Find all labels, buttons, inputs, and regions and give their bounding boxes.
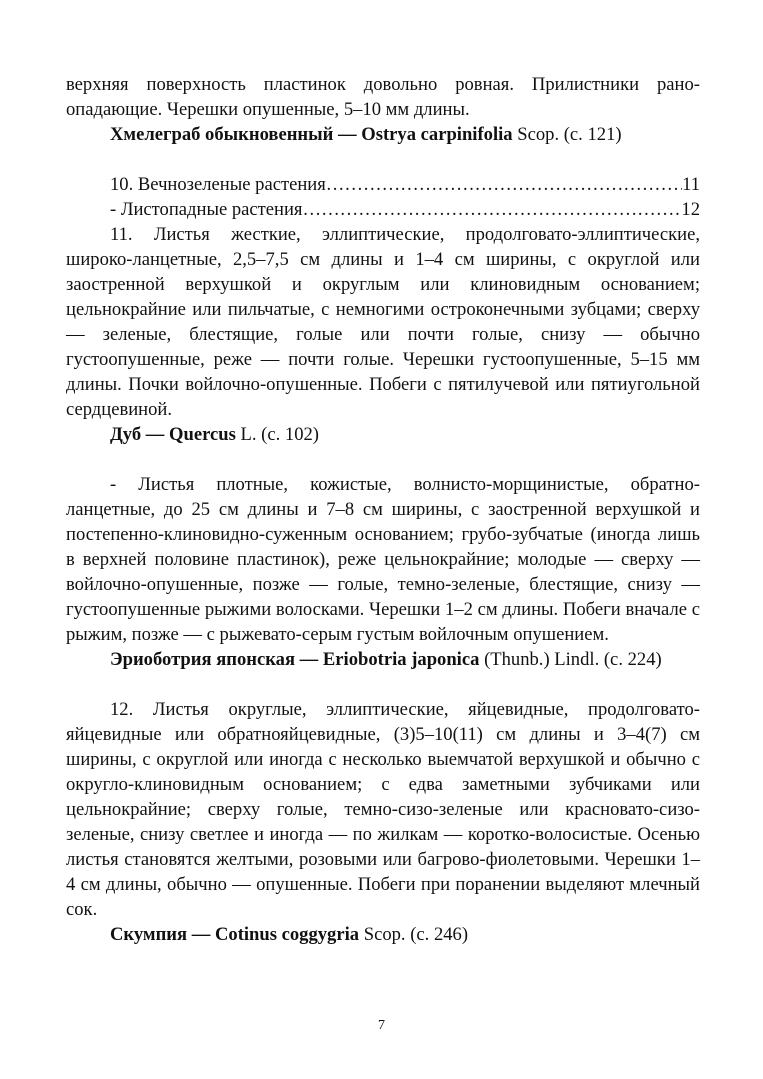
- entry-quercus-author: L. (с. 102): [240, 424, 319, 445]
- key-10-line: [110, 172, 700, 197]
- key-10b-text: - Листопадные растения: [110, 199, 303, 220]
- entry-eriobotria-name: Эриоботрия японская — Eriobotria japonica: [110, 649, 480, 670]
- entry-ostrya: [66, 122, 700, 147]
- page-number: 7: [378, 1018, 385, 1033]
- entry-eriobotria: [66, 647, 700, 672]
- key-10b-line: [110, 197, 700, 222]
- page-body: [66, 72, 700, 947]
- entry-quercus: [66, 422, 700, 447]
- entry-ostrya-name: Хмелеграб обыкновенный — Ostrya carpinifolia: [110, 124, 513, 145]
- key-10b-ref: 12: [681, 199, 700, 220]
- key-10-ref: 11: [682, 174, 700, 195]
- entry-eriobotria-author: (Thunb.) Lindl. (с. 224): [484, 649, 662, 670]
- entry-quercus-name: Дуб — Quercus: [110, 424, 236, 445]
- top-paragraph: верхняя поверхность пластинок довольно ровная. Прилистники рано-опадающие. Черешки опушенные, 5–10 мм длины.: [66, 74, 700, 120]
- key-11b-paragraph: - Листья плотные, кожистые, волнисто-морщинистые, обратно-ланцетные, до 25 см длины и 7–8 см ширины, с заостренной верхушкой и постепенно-клиновидно-суженным основанием; грубо-зубчатые (иногда лишь в верхней половине пластинок), реже цельнокрайние; молодые — сверху — войлочно-опушенные, позже — голые, темно-зеленые, блестящие, снизу — густоопушенные рыжими волосками. Черешки 1–2 см длины. Побеги вначале с рыжим, позже — с рыжевато-серым густым войлочным опушением.: [66, 474, 700, 645]
- key-11-paragraph: 11. Листья жесткие, эллиптические, продолговато-эллиптические, широко-ланцетные, 2,5–7,5 см длины и 1–4 см ширины, с округлой или заостренной верхушкой и округлым или клиновидным основанием; цельнокрайние или пильчатые, с немногими остроконечными зубцами; сверху — зеленые, блестящие, голые или почти голые, снизу — обычно густоопушенные, реже — почти голые. Черешки густоопушенные, 5–15 мм длины. Почки войлочно-опушенные. Побеги с пятилучевой или пятиугольной сердцевиной.: [66, 224, 700, 420]
- entry-cotinus: [66, 922, 700, 947]
- entry-cotinus-author: Scop. (с. 246): [363, 924, 469, 945]
- key-10-text: 10. Вечнозеленые растения: [110, 174, 326, 195]
- entry-ostrya-author: Scop. (с. 121): [517, 124, 622, 145]
- key-12-paragraph: 12. Листья округлые, эллиптические, яйцевидные, продолговато-яйцевидные или обратнояйцевидные, (3)5–10(11) см длины и 3–4(7) см ширины, с округлой или иногда с несколько выемчатой верхушкой и обычно с округло-клиновидным основанием; с едва заметными зубчиками или цельнокрайние; сверху голые, темно-сизо-зеленые или красновато-сизо-зеленые, снизу светлее и иногда — по жилкам — коротко-волосистые. Осенью листья становятся желтыми, розовыми или багрово-фиолетовыми. Черешки 1–4 см длины, обычно — опушенные. Побеги при поранении выделяют млечный сок.: [66, 699, 700, 920]
- entry-cotinus-name: Скумпия — Cotinus coggygria: [110, 924, 360, 945]
